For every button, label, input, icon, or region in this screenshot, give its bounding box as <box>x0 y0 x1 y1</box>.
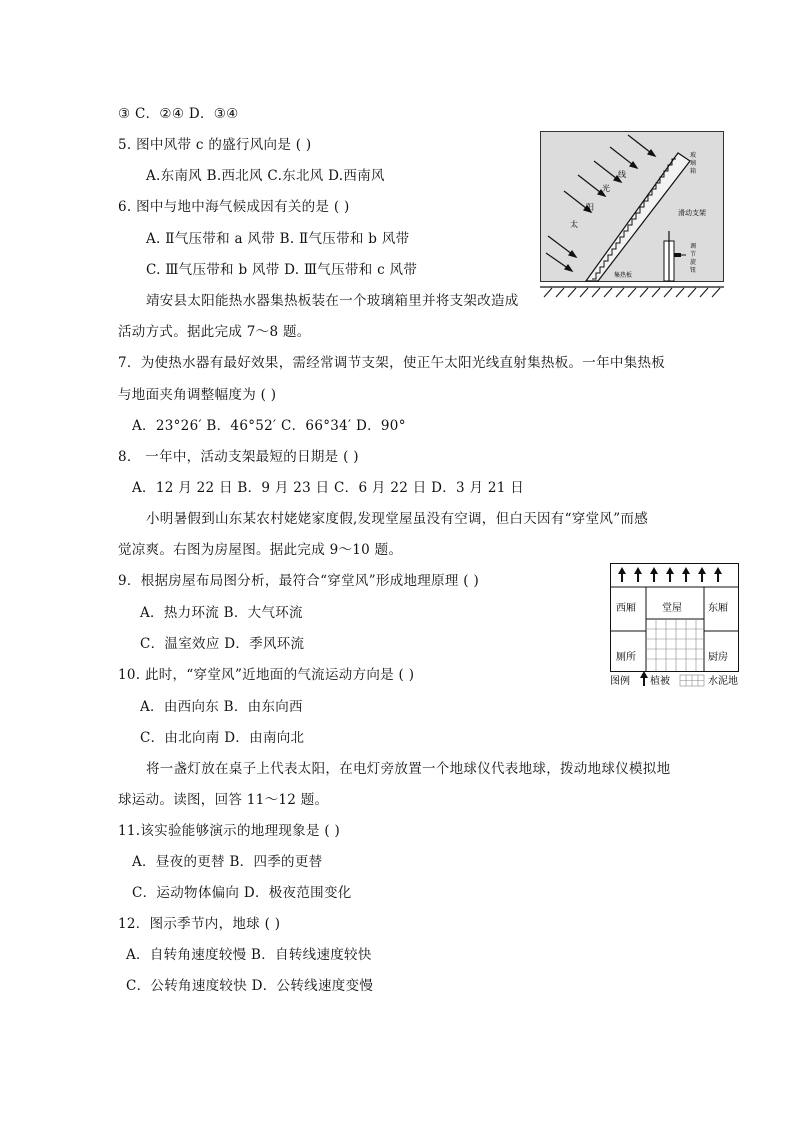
adjust-knob-label-1: 调 <box>690 243 697 250</box>
question-11-options-ab: A．昼夜的更替 B．四季的更替 <box>132 854 323 870</box>
figure-background <box>541 132 724 282</box>
question-6-options-ab: A. Ⅱ气压带和 a 风带 B. Ⅱ气压带和 b 风带 <box>146 231 410 247</box>
collector-label: 集热板 <box>614 272 633 279</box>
question-7: 7．为使热水器有最好效果，需经常调节支架，使正午太阳光线直射集热板。一年中集热板 <box>118 355 666 371</box>
question-10-options-ab: A．由西向东 B．由东向西 <box>140 699 303 715</box>
passage-house-2: 觉凉爽。右图为房屋图。据此完成 9～10 题。 <box>118 542 403 558</box>
question-7-cont: 与地面夹角调整幅度为 ( ) <box>118 387 277 403</box>
legend-cement: 水泥地 <box>708 676 738 687</box>
question-6-options-cd: C. Ⅲ气压带和 b 风带 D. Ⅲ气压带和 c 风带 <box>146 262 418 278</box>
room-west-wing: 西厢 <box>616 603 636 614</box>
ray-char-4: 线 <box>618 170 626 179</box>
question-12: 12．图示季节内，地球 ( ) <box>118 916 281 932</box>
question-6: 6. 图中与地中海气候成因有关的是 ( ) <box>118 199 350 215</box>
passage-globe-1: 将一盏灯放在桌子上代表太阳，在电灯旁放置一个地球仪代表地球，拨动地球仪模拟地 <box>146 761 671 777</box>
ray-char-3: 光 <box>602 184 610 193</box>
house-layout-figure <box>610 563 750 691</box>
solar-heater-figure <box>540 131 724 301</box>
adjust-knob-label-3: 旋 <box>690 259 697 266</box>
question-12-options-ab: A．自转角速度较慢 B．自转线速度较快 <box>126 947 372 963</box>
question-9-options-ab: A．热力环流 B．大气环流 <box>140 605 303 621</box>
legend-cement-swatch <box>680 675 704 686</box>
ground-hatching <box>544 288 720 297</box>
passage-solar-1: 靖安县太阳能热水器集热板装在一个玻璃箱里并将支架改造成 <box>146 293 519 309</box>
question-8: 8． 一年中，活动支架最短的日期是 ( ) <box>118 449 359 465</box>
question-11-options-cd: C．运动物体偏向 D．极夜范围变化 <box>132 885 352 901</box>
glass-box-label-3: 箱 <box>690 168 697 175</box>
question-8-options: A．12 月 22 日 B．9 月 23 日 C．6 月 22 日 D．3 月 21 日 <box>132 480 525 496</box>
question-5-options: A.东南风 B.西北风 C.东北风 D.西南风 <box>146 168 385 184</box>
question-9-options-cd: C．温室效应 D．季风环流 <box>140 636 305 652</box>
passage-globe-2: 球运动。读图，回答 11～12 题。 <box>118 792 329 808</box>
adjust-knob <box>674 253 681 257</box>
passage-solar-2: 活动方式。据此完成 7～8 题。 <box>118 324 311 340</box>
room-toilet: 厕所 <box>616 652 636 663</box>
question-11: 11.该实验能够演示的地理现象是 ( ) <box>118 823 341 839</box>
glass-box-label-1: 玻 <box>690 152 697 159</box>
question-10-options-cd: C．由北向南 D．由南向北 <box>140 730 305 746</box>
legend-prefix: 图例 <box>610 676 630 687</box>
answer-option-line: ③ C．②④ D．③④ <box>118 106 239 122</box>
adjust-knob-label-2: 节 <box>690 251 697 258</box>
ray-char-1: 太 <box>570 220 578 229</box>
question-5: 5. 图中风带 c 的盛行风向是 ( ) <box>118 137 312 153</box>
passage-house-1: 小明暑假到山东某农村姥姥家度假,发现堂屋虽没有空调，但白天因有“穿堂风”而感 <box>146 511 648 527</box>
glass-box-label-2: 璃 <box>690 160 697 167</box>
room-east-wing: 东厢 <box>708 603 728 614</box>
room-main-hall: 堂屋 <box>662 603 682 614</box>
legend-tree-icon <box>640 671 648 686</box>
room-kitchen: 厨房 <box>708 652 728 663</box>
question-9: 9．根据房屋布局图分析，最符合“穿堂风”形成地理原理 ( ) <box>118 573 480 589</box>
ray-char-2: 阳 <box>586 203 594 212</box>
question-10: 10. 此时，“穿堂风”近地面的气流运动方向是 ( ) <box>118 667 415 683</box>
question-12-options-cd: C．公转角速度较快 D．公转线速度变慢 <box>126 978 374 994</box>
sliding-support-label: 滑动支架 <box>678 209 706 217</box>
adjust-knob-label-4: 钮 <box>690 267 697 274</box>
legend-vegetation: 植被 <box>650 676 670 687</box>
question-7-options: A．23°26′ B．46°52′ C．66°34′ D．90° <box>132 418 406 434</box>
